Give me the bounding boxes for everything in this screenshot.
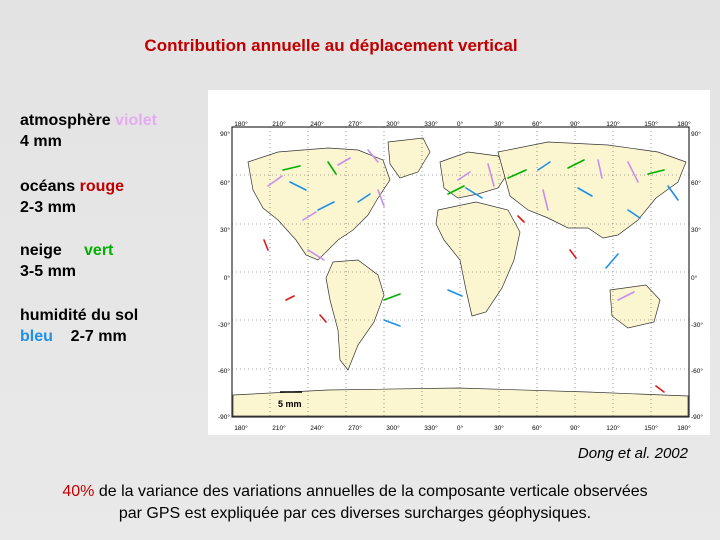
lon-label: 120°	[606, 425, 620, 432]
lon-label: 180°	[234, 121, 248, 128]
legend-oceans-value: 2-3 mm	[20, 199, 77, 216]
lon-label: 330°	[424, 121, 438, 128]
lat-label: 60°	[691, 180, 701, 187]
legend-oceans-label: océans	[20, 178, 76, 195]
lat-label: 0°	[223, 275, 230, 282]
lon-label: 30°	[494, 425, 504, 432]
lat-label: -90°	[218, 414, 230, 421]
lat-label: -60°	[218, 368, 230, 375]
legend-oceans	[20, 176, 124, 218]
footer-note	[0, 481, 710, 525]
legend-atmosphere-color: violet	[115, 112, 157, 129]
lon-label: 30°	[494, 121, 504, 128]
lon-label: 90°	[570, 121, 580, 128]
lon-label: 330°	[424, 425, 438, 432]
legend-snow	[20, 240, 113, 282]
lon-label: 300°	[386, 121, 400, 128]
lon-label: 60°	[532, 425, 542, 432]
lon-label: 0°	[456, 121, 464, 128]
lon-label: 240°	[310, 121, 324, 128]
lon-label: 180°	[677, 121, 691, 128]
lat-label: 60°	[220, 180, 230, 187]
lat-label: 90°	[691, 131, 701, 138]
lon-label: 180°	[677, 425, 691, 432]
scale-label: 5 mm	[278, 399, 302, 409]
lon-label: 60°	[532, 121, 542, 128]
legend-soil-label: humidité du sol	[20, 307, 139, 324]
legend-soil-value: 2-7 mm	[70, 328, 127, 345]
legend-atmosphere	[20, 110, 157, 152]
lat-label: 90°	[220, 131, 230, 138]
lon-label: 150°	[644, 121, 658, 128]
lat-label: -30°	[691, 322, 703, 329]
legend-soil-color: bleu	[20, 328, 53, 345]
legend-snow-label: neige	[20, 242, 62, 259]
footer-percent: 40%	[62, 483, 95, 500]
citation: Dong et al. 2002	[577, 445, 688, 462]
footer-text-1: de la variance des variations annuelles de la composante verticale observées	[94, 483, 648, 500]
lon-label: 0°	[456, 425, 464, 432]
lon-label: 270°	[348, 425, 362, 432]
right-latitude-labels	[691, 130, 703, 421]
lon-label: 90°	[570, 425, 580, 432]
lon-label: 300°	[386, 425, 400, 432]
left-latitude-labels	[218, 130, 230, 421]
lat-label: 0°	[691, 275, 698, 282]
lon-label: 180°	[234, 425, 248, 432]
lon-label: 210°	[272, 121, 286, 128]
bottom-longitude-labels	[234, 424, 691, 432]
legend-soil	[20, 305, 138, 347]
lat-label: -60°	[691, 368, 703, 375]
lat-label: 30°	[220, 227, 230, 234]
lat-label: -30°	[218, 322, 230, 329]
lat-label: 30°	[691, 227, 701, 234]
lon-label: 240°	[310, 425, 324, 432]
lon-label: 120°	[606, 121, 620, 128]
lon-label: 270°	[348, 121, 362, 128]
footer-line-2: par GPS est expliquée par ces diverses surcharges géophysiques.	[118, 505, 592, 522]
legend-snow-value: 3-5 mm	[20, 263, 77, 280]
lon-label: 210°	[272, 425, 286, 432]
world-map-figure	[208, 90, 710, 435]
legend-atmosphere-value: 4 mm	[20, 133, 62, 150]
legend-oceans-color: rouge	[79, 178, 125, 195]
world-map-svg	[208, 90, 710, 435]
lon-label: 150°	[644, 425, 658, 432]
legend-atmosphere-label: atmosphère	[20, 112, 111, 129]
legend-snow-color: vert	[84, 242, 114, 259]
footer-line-1	[0, 481, 710, 503]
slide-title: Contribution annuelle au déplacement vertical	[144, 36, 518, 55]
lat-label: -90°	[691, 414, 703, 421]
